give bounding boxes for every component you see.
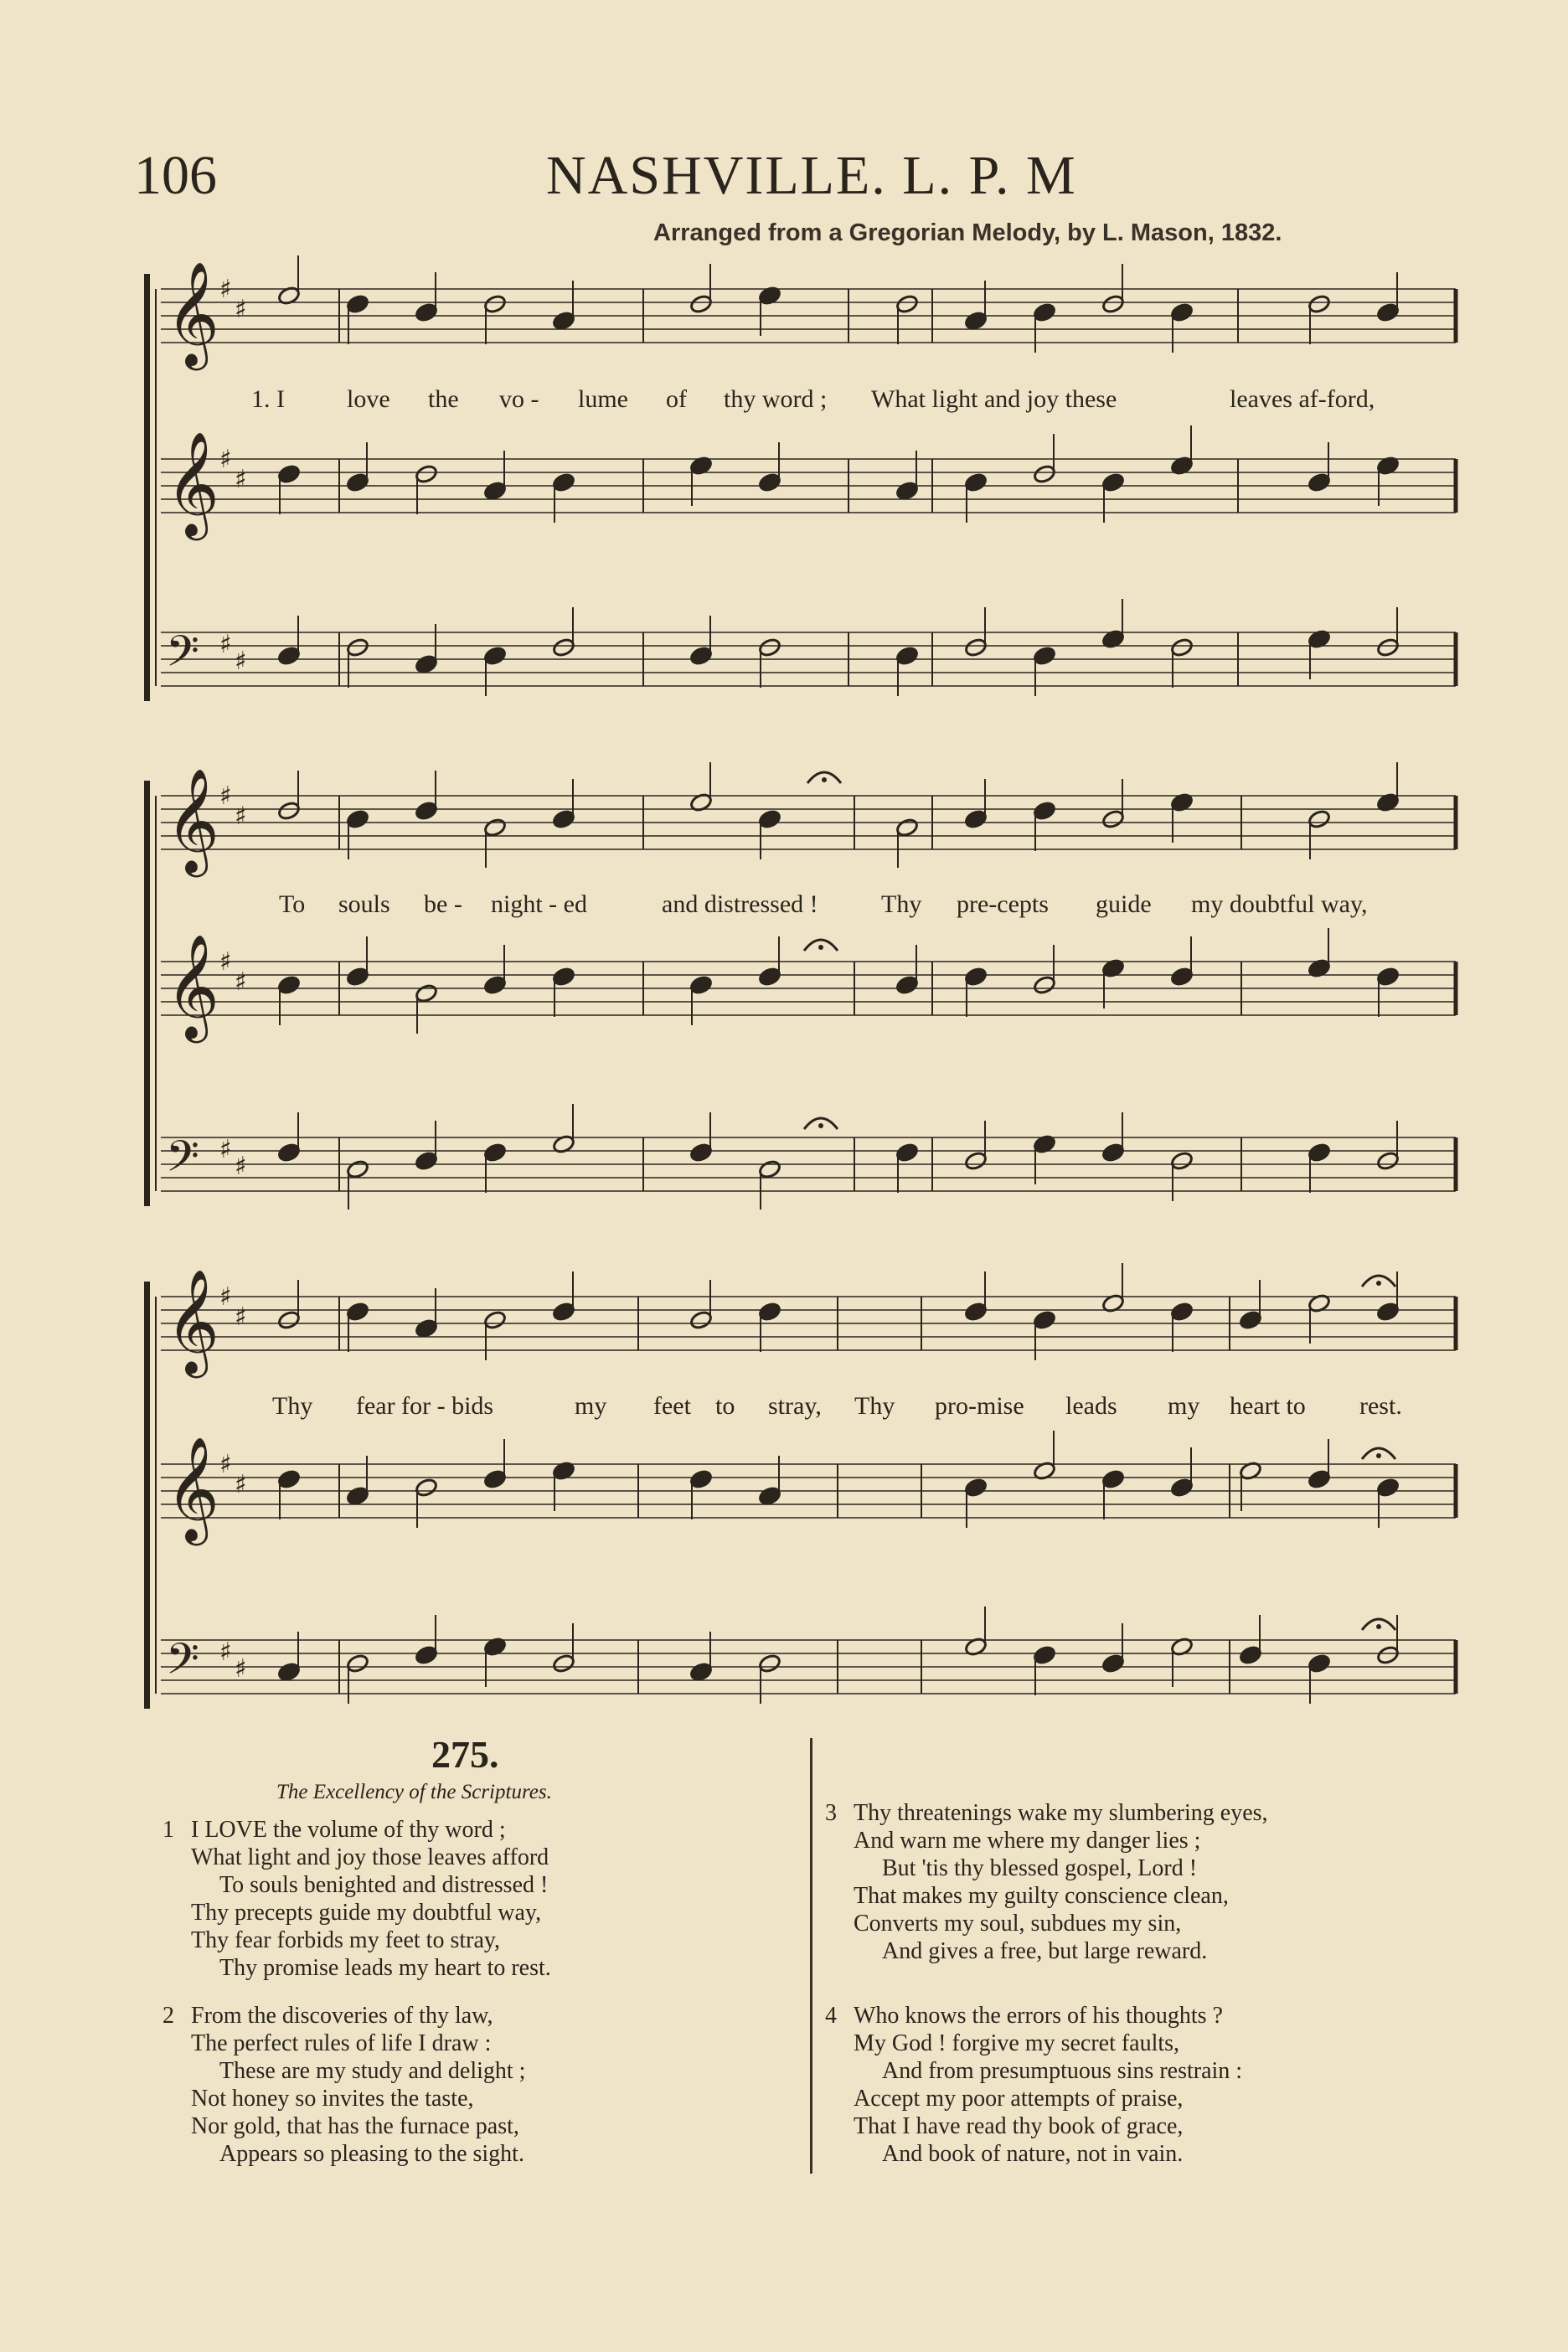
sharp-icon: ♯ [219, 947, 232, 977]
lyric-syllable: heart to [1230, 1392, 1306, 1420]
quarter-note [277, 464, 302, 485]
quarter-note [346, 1302, 370, 1323]
verse-line: And book of nature, not in vain. [882, 2141, 1184, 2167]
quarter-note [346, 967, 370, 988]
lyric-syllable: Thy [272, 1392, 313, 1420]
quarter-note [415, 801, 439, 822]
lyric-syllable: Thy [881, 890, 922, 918]
lyric-syllable: night - ed [491, 890, 587, 918]
quarter-note [895, 975, 920, 996]
quarter-note [895, 646, 920, 667]
half-note [964, 1151, 988, 1172]
quarter-note [1033, 801, 1057, 822]
verse-line: What light and joy those leaves afford [191, 1844, 549, 1870]
verse-line: Not honey so invites the taste, [191, 2086, 474, 2112]
lyric-syllable: leads [1065, 1392, 1117, 1420]
lyrics-line-1 [0, 385, 1568, 419]
quarter-note [277, 1142, 302, 1163]
lyric-syllable: vo - [499, 385, 539, 413]
half-note [483, 294, 508, 315]
lyric-syllable: feet [653, 1392, 691, 1420]
quarter-note [346, 1486, 370, 1507]
lyric-syllable: my [575, 1392, 607, 1420]
verse-number: 1 [162, 1817, 174, 1843]
quarter-note [1170, 1302, 1194, 1323]
half-note [1170, 1151, 1194, 1172]
quarter-note [964, 472, 988, 493]
treble-clef-icon: 𝄞 [166, 934, 219, 1039]
verse-line: Thy precepts guide my doubtful way, [191, 1900, 542, 1926]
half-note [1170, 637, 1194, 658]
quarter-note [552, 311, 576, 332]
quarter-note [1033, 1310, 1057, 1331]
quarter-note [689, 1142, 714, 1163]
quarter-note [689, 975, 714, 996]
verse-line: Thy promise leads my heart to rest. [219, 1955, 551, 1981]
half-note [758, 1653, 782, 1674]
half-note [1308, 294, 1332, 315]
half-note [415, 464, 439, 485]
quarter-note [415, 1151, 439, 1172]
sharp-icon: ♯ [235, 1152, 247, 1181]
lyric-syllable: pre-cepts [957, 890, 1049, 918]
quarter-note [1308, 1469, 1332, 1490]
lyric-syllable: lume [578, 385, 628, 413]
verse-line: Converts my soul, subdues my sin, [854, 1911, 1182, 1937]
verse-line: Nor gold, that has the furnace past, [191, 2113, 519, 2139]
treble-clef-icon: 𝄞 [166, 1436, 219, 1541]
half-note [1376, 1151, 1400, 1172]
hymn-subtitle: The Excellency of the Scriptures. [276, 1781, 552, 1803]
bass-clef-icon: 𝄢 [166, 1131, 199, 1192]
sharp-icon: ♯ [219, 1638, 232, 1667]
verse-4 [825, 2002, 1242, 2168]
half-note [895, 294, 920, 315]
lyric-syllable: my doubtful way, [1191, 890, 1368, 918]
verse-1 [162, 1816, 551, 1982]
lyric-syllable: souls [338, 890, 390, 918]
lyric-syllable: fear for - bids [356, 1392, 494, 1420]
quarter-note [1239, 1645, 1263, 1666]
quarter-note [277, 646, 302, 667]
quarter-note [483, 481, 508, 502]
sharp-icon: ♯ [219, 445, 232, 474]
verse-line: To souls benighted and distressed ! [219, 1872, 549, 1898]
half-note [689, 294, 714, 315]
quarter-note [415, 1645, 439, 1666]
quarter-note [758, 809, 782, 830]
sharp-icon: ♯ [219, 1135, 232, 1164]
sharp-icon: ♯ [235, 295, 247, 324]
verse-line: The perfect rules of life I draw : [191, 2030, 492, 2056]
lyric-syllable: and distressed ! [662, 890, 818, 918]
sharp-icon: ♯ [219, 1282, 232, 1312]
verse-line: Appears so pleasing to the sight. [219, 2141, 524, 2167]
quarter-note [277, 1662, 302, 1683]
lyric-syllable: What light and joy these [871, 385, 1117, 413]
lyrics-line-2 [0, 890, 1568, 924]
quarter-note [1101, 1469, 1126, 1490]
quarter-note [415, 654, 439, 675]
bass-clef-icon: 𝄢 [166, 626, 199, 687]
quarter-note [964, 311, 988, 332]
fermata-dot [818, 1123, 823, 1128]
quarter-note [1239, 1310, 1263, 1331]
page-number: 106 [134, 145, 217, 206]
half-note [415, 983, 439, 1004]
sharp-icon: ♯ [235, 647, 247, 676]
treble-clef-icon: 𝄞 [166, 431, 219, 536]
lyric-syllable: of [666, 385, 687, 413]
quarter-note [1033, 302, 1057, 323]
quarter-note [964, 1302, 988, 1323]
sharp-icon: ♯ [235, 1654, 247, 1684]
verse-number: 2 [162, 2003, 174, 2029]
lyric-syllable: leaves af-ford, [1230, 385, 1375, 413]
half-note [483, 818, 508, 838]
fermata-dot [1376, 1281, 1381, 1286]
lyric-syllable: thy word ; [724, 385, 828, 413]
quarter-note [1033, 1645, 1057, 1666]
half-note [758, 1159, 782, 1180]
hymn-tune-title: NASHVILLE. L. P. M [546, 145, 1077, 206]
quarter-note [964, 1478, 988, 1498]
quarter-note [689, 646, 714, 667]
system-bracket [144, 1282, 150, 1709]
verse-number: 4 [825, 2003, 837, 2029]
half-note [1308, 809, 1332, 830]
sharp-icon: ♯ [219, 630, 232, 659]
quarter-note [689, 1662, 714, 1683]
half-note [689, 1310, 714, 1331]
fermata-dot [1376, 1624, 1381, 1629]
quarter-note [415, 302, 439, 323]
verse-line: Thy threatenings wake my slumbering eyes, [854, 1800, 1268, 1826]
quarter-note [415, 1318, 439, 1339]
quarter-note [552, 472, 576, 493]
half-note [415, 1478, 439, 1498]
verse-line: I LOVE the volume of thy word ; [191, 1817, 506, 1843]
lyric-syllable: 1. I [251, 385, 285, 413]
fermata-dot [1376, 1453, 1381, 1458]
lyrics-line-3 [0, 1392, 1568, 1426]
treble-clef-icon: 𝄞 [166, 1269, 219, 1374]
quarter-note [1101, 472, 1126, 493]
half-note [346, 1159, 370, 1180]
verse-line: Who knows the errors of his thoughts ? [854, 2003, 1223, 2029]
sharp-icon: ♯ [235, 967, 247, 997]
hymn-number: 275. [431, 1733, 499, 1776]
half-note [277, 1310, 302, 1331]
half-note [483, 1310, 508, 1331]
half-note [1101, 294, 1126, 315]
half-note [346, 1653, 370, 1674]
quarter-note [1170, 302, 1194, 323]
quarter-note [1170, 967, 1194, 988]
verse-line: And gives a free, but large reward. [882, 1938, 1208, 1964]
sharp-icon: ♯ [235, 1302, 247, 1332]
lyric-syllable: the [428, 385, 459, 413]
quarter-note [758, 1486, 782, 1507]
half-note [895, 818, 920, 838]
quarter-note [277, 1469, 302, 1490]
verse-2 [162, 2002, 525, 2168]
lyric-syllable: pro-mise [935, 1392, 1024, 1420]
quarter-note [277, 975, 302, 996]
verse-line: That I have read thy book of grace, [854, 2113, 1184, 2139]
quarter-note [483, 1469, 508, 1490]
verse-line: Thy fear forbids my feet to stray, [191, 1927, 501, 1953]
quarter-note [1170, 1478, 1194, 1498]
quarter-note [758, 967, 782, 988]
lyric-syllable: love [347, 385, 390, 413]
quarter-note [1376, 302, 1400, 323]
quarter-note [1376, 1302, 1400, 1323]
arrangement-credit: Arranged from a Gregorian Melody, by L. Mason, 1832. [653, 219, 1282, 246]
quarter-note [758, 1302, 782, 1323]
verse-line: These are my study and delight ; [219, 2058, 526, 2084]
verse-line: And warn me where my danger lies ; [854, 1828, 1201, 1854]
quarter-note [346, 472, 370, 493]
sharp-icon: ♯ [235, 802, 247, 831]
half-note [552, 637, 576, 658]
verse-line: That makes my guilty conscience clean, [854, 1883, 1229, 1909]
verse-line: And from presumptuous sins restrain : [882, 2058, 1243, 2084]
half-note [1376, 637, 1400, 658]
verse-line: But 'tis thy blessed gospel, Lord ! [882, 1855, 1198, 1881]
treble-clef-icon: 𝄞 [166, 768, 219, 873]
quarter-note [1376, 967, 1400, 988]
lyric-syllable: to [715, 1392, 735, 1420]
sharp-icon: ♯ [219, 781, 232, 811]
quarter-note [552, 1302, 576, 1323]
sharp-icon: ♯ [219, 275, 232, 304]
quarter-note [346, 809, 370, 830]
half-note [1033, 464, 1057, 485]
column-divider [810, 1738, 812, 2174]
quarter-note [346, 294, 370, 315]
lyric-syllable: Thy [854, 1392, 895, 1420]
sharp-icon: ♯ [219, 1450, 232, 1479]
verse-number: 3 [825, 1800, 837, 1826]
lyric-syllable: rest. [1359, 1392, 1402, 1420]
system-bracket [144, 781, 150, 1206]
fermata-dot [818, 945, 823, 950]
bass-clef-icon: 𝄢 [166, 1633, 199, 1694]
quarter-note [1101, 1653, 1126, 1674]
verse-line: Accept my poor attempts of praise, [854, 2086, 1184, 2112]
system-bracket [144, 274, 150, 701]
sharp-icon: ♯ [235, 1470, 247, 1499]
quarter-note [1308, 1653, 1332, 1674]
quarter-note [1376, 1478, 1400, 1498]
quarter-note [1033, 646, 1057, 667]
quarter-note [689, 1469, 714, 1490]
quarter-note [964, 967, 988, 988]
lyric-syllable: To [279, 890, 306, 918]
quarter-note [1101, 1142, 1126, 1163]
half-note [1376, 1645, 1400, 1666]
quarter-note [1308, 472, 1332, 493]
quarter-note [483, 975, 508, 996]
quarter-note [758, 472, 782, 493]
quarter-note [895, 481, 920, 502]
verse-line: From the discoveries of thy law, [191, 2003, 493, 2029]
quarter-note [964, 809, 988, 830]
lyric-syllable: my [1168, 1392, 1200, 1420]
quarter-note [895, 1142, 920, 1163]
verse-line: My God ! forgive my secret faults, [854, 2030, 1180, 2056]
fermata-dot [822, 777, 827, 782]
lyric-syllable: guide [1096, 890, 1152, 918]
half-note [1033, 975, 1057, 996]
verse-3 [825, 1799, 1268, 1965]
quarter-note [552, 967, 576, 988]
quarter-note [483, 646, 508, 667]
quarter-note [552, 809, 576, 830]
half-note [964, 637, 988, 658]
half-note [552, 1653, 576, 1674]
half-note [346, 637, 370, 658]
quarter-note [1308, 1142, 1332, 1163]
half-note [277, 801, 302, 822]
half-note [758, 637, 782, 658]
quarter-note [483, 1142, 508, 1163]
sharp-icon: ♯ [235, 465, 247, 494]
lyric-syllable: be - [424, 890, 462, 918]
treble-clef-icon: 𝄞 [166, 261, 219, 366]
half-note [1101, 809, 1126, 830]
lyric-syllable: stray, [768, 1392, 822, 1420]
